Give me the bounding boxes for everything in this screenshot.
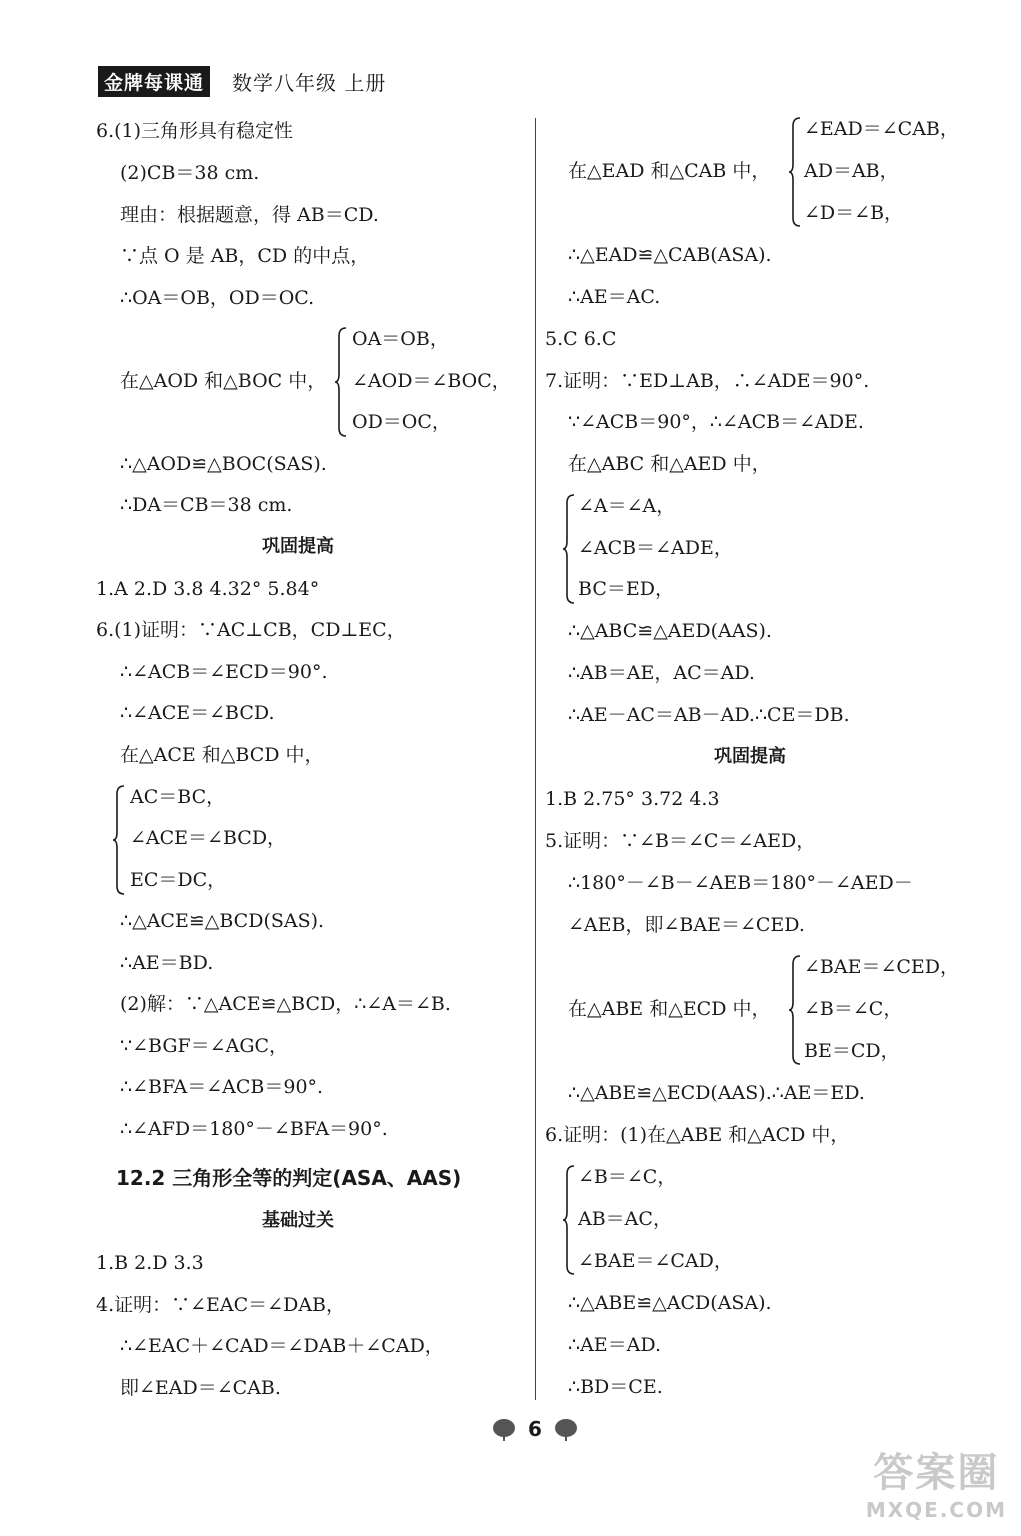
q5-brace-1: ∠BAE＝∠CED，: [804, 956, 960, 978]
q7-in: 在△ABC 和△AED 中，: [568, 453, 771, 475]
q6-since: ∵点 O 是 AB，CD 的中点，: [120, 245, 370, 267]
p6-line-1: ∴∠ACB＝∠ECD＝90°.: [120, 661, 328, 683]
q7-title: 7.证明：∵ED⊥AB，∴∠ADE＝90°.: [545, 370, 870, 392]
r-brace-2: AD＝AB，: [804, 160, 899, 182]
q6r-brace-1: ∠B＝∠C，: [578, 1166, 677, 1188]
page-number-text: 6: [528, 1417, 542, 1441]
column-divider: [535, 118, 536, 1400]
right-brace: [788, 116, 802, 228]
q4-line-1: ∴∠EAC＋∠CAD＝∠DAB＋∠CAD，: [120, 1335, 444, 1357]
q6r-brace-3: ∠BAE＝∠CAD，: [578, 1250, 733, 1272]
r-congruence: ∴△EAD≌△CAB(ASA).: [568, 244, 772, 266]
page-number: [490, 1416, 580, 1442]
section-heading-basics: 基础过关: [262, 1210, 334, 1231]
p6-afd: ∴∠AFD＝180°－∠BFA＝90°.: [120, 1118, 388, 1140]
q7-line-2: ∴AB＝AE，AC＝AD.: [568, 662, 755, 684]
page-header: [98, 66, 386, 96]
watermark-title: 答案圈: [873, 1450, 1000, 1496]
p6-line-2: ∴∠ACE＝∠BCD.: [120, 702, 275, 724]
q5-congruence: ∴△ABE≌△ECD(AAS).∴AE＝ED.: [568, 1082, 865, 1104]
p6-brace-3: EC＝DC，: [130, 869, 227, 891]
q5-line-1: ∴180°－∠B－∠AEB＝180°－∠AED－: [568, 872, 913, 894]
answers-row-1: 1.A 2.D 3.8 4.32° 5.84°: [96, 578, 320, 600]
p6-brace-2: ∠ACE＝∠BCD，: [130, 827, 287, 849]
left-brace: [112, 784, 126, 896]
q6r-congruence: ∴△ABE≌△ACD(ASA).: [568, 1292, 772, 1314]
q6-reason: 理由：根据题意，得 AB＝CD.: [120, 204, 379, 226]
answers-row-3: 5.C 6.C: [545, 328, 617, 350]
q6-in: 在△AOD 和△BOC 中，: [120, 370, 327, 392]
q5-line-2: ∠AEB，即∠BAE＝∠CED.: [568, 914, 805, 936]
leaf-ornament-icon: [552, 1416, 580, 1442]
q4-title: 4.证明：∵∠EAC＝∠DAB，: [96, 1294, 346, 1316]
q7-line-3: ∴AE－AC＝AB－AD.∴CE＝DB.: [568, 704, 850, 726]
p6-part2: (2)解：∵△ACE≌△BCD，∴∠A＝∠B.: [120, 993, 451, 1015]
brand-logo: 金牌每课通: [98, 66, 210, 97]
q7-brace-2: ∠ACB＝∠ADE，: [578, 537, 733, 559]
q6r-brace-2: AB＝AC，: [578, 1208, 672, 1230]
watermark: [866, 1441, 1007, 1522]
q5-brace-2: ∠B＝∠C，: [804, 998, 903, 1020]
q6-brace-3: OD＝OC，: [352, 411, 451, 433]
watermark-url: MXQE.COM: [865, 1498, 1007, 1522]
subject-title: 数学八年级 上册: [232, 70, 387, 95]
p6-bgf: ∵∠BGF＝∠AGC，: [120, 1035, 289, 1057]
q7-line-1: ∵∠ACB＝90°，∴∠ACB＝∠ADE.: [568, 411, 864, 433]
q6r-ae: ∴AE＝AD.: [568, 1334, 661, 1356]
q4-line-2: 即∠EAD＝∠CAB.: [120, 1377, 281, 1399]
p6-bfa: ∴∠BFA＝∠ACB＝90°.: [120, 1076, 324, 1098]
p6-ae: ∴AE＝BD.: [120, 952, 214, 974]
q5-title: 5.证明：∵∠B＝∠C＝∠AED，: [545, 830, 816, 852]
r-brace-3: ∠D＝∠B，: [804, 202, 904, 224]
section-title: 12.2 三角形全等的判定(ASA、AAS): [116, 1166, 462, 1190]
p6-brace-1: AC＝BC，: [130, 786, 226, 808]
q6-title: 6.(1)三角形具有稳定性: [96, 120, 294, 142]
q6r-title: 6.证明：(1)在△ABE 和△ACD 中，: [545, 1124, 850, 1146]
r-in: 在△EAD 和△CAB 中，: [568, 160, 771, 182]
p6-in: 在△ACE 和△BCD 中，: [120, 744, 324, 766]
q6-so: ∴OA＝OB，OD＝OC.: [120, 287, 315, 309]
right-brace: [788, 954, 802, 1066]
leaf-ornament-icon: [490, 1416, 518, 1442]
q7-congruence: ∴△ABC≌△AED(AAS).: [568, 620, 772, 642]
q7-brace-1: ∠A＝∠A，: [578, 495, 676, 517]
section-heading-consolidate-2: 巩固提高: [714, 746, 786, 767]
r-ae: ∴AE＝AC.: [568, 286, 661, 308]
q5-in: 在△ABE 和△ECD 中，: [568, 998, 771, 1020]
section-heading-consolidate: 巩固提高: [262, 536, 334, 557]
q6-result: ∴DA＝CB＝38 cm.: [120, 494, 293, 516]
q6-brace-2: ∠AOD＝∠BOC，: [352, 370, 511, 392]
q6-congruence: ∴△AOD≌△BOC(SAS).: [120, 453, 327, 475]
right-brace: [562, 493, 576, 605]
left-brace: [334, 326, 348, 438]
p6-congruence: ∴△ACE≌△BCD(SAS).: [120, 910, 325, 932]
q6-brace-1: OA＝OB，: [352, 328, 449, 350]
q5-brace-3: BE＝CD，: [804, 1040, 900, 1062]
q7-brace-3: BC＝ED，: [578, 578, 674, 600]
right-brace: [562, 1164, 576, 1276]
q6-part2: (2)CB＝38 cm.: [120, 162, 260, 184]
r-brace-1: ∠EAD＝∠CAB，: [804, 118, 959, 140]
answers-row-4: 1.B 2.75° 3.72 4.3: [545, 788, 720, 810]
answers-row-2: 1.B 2.D 3.3: [96, 1252, 204, 1274]
q6r-bd: ∴BD＝CE.: [568, 1376, 663, 1398]
p6-title: 6.(1)证明：∵AC⊥CB，CD⊥EC，: [96, 619, 406, 641]
